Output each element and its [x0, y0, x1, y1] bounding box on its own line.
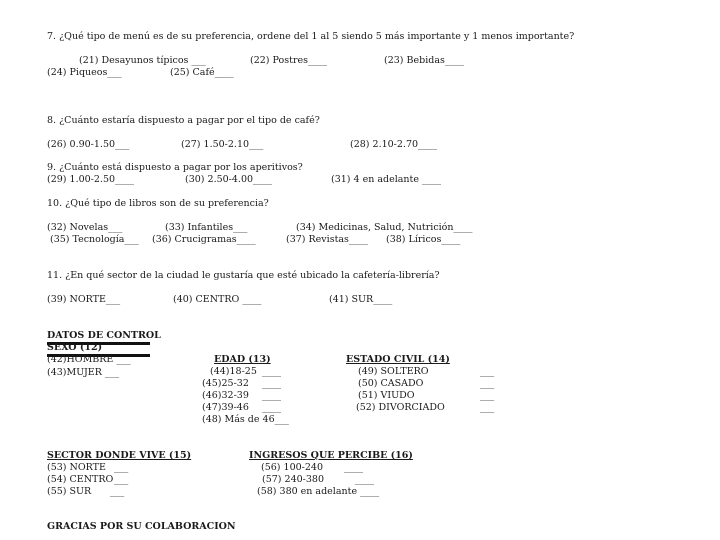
option-58: (58) 380 en adelante ____ [257, 486, 380, 497]
option-29: (29) 1.00-2.50____ [47, 174, 135, 185]
blank-56: ____ [344, 462, 363, 473]
option-38: (38) Líricos____ [386, 234, 461, 245]
sector-title: SECTOR DONDE VIVE (15) [47, 450, 192, 461]
q7-title: 7. ¿Qué tipo de menú es de su preferencia, ordene del 1 al 5 siendo 5 más importante y 1 menos importante? [47, 31, 575, 42]
sexo-title: SEXO (12) [47, 342, 103, 353]
blank-57: ____ [355, 474, 374, 485]
option-39: (39) NORTE___ [47, 294, 121, 305]
option-40: (40) CENTRO ____ [173, 294, 262, 305]
option-26: (26) 0.90-1.50___ [47, 139, 130, 150]
option-36: (36) Crucigramas____ [152, 234, 256, 245]
blank-50: ___ [480, 378, 495, 389]
option-46: (46)32-39 [202, 390, 249, 401]
option-55: (55) SUR [47, 486, 92, 497]
blank-54: ___ [114, 474, 129, 485]
option-24: (24) Piqueos___ [47, 67, 122, 78]
option-23: (23) Bebidas____ [384, 55, 464, 66]
option-43: (43)MUJER ___ [47, 367, 120, 378]
blank-52: ___ [480, 402, 495, 413]
option-57: (57) 240-380 [262, 474, 324, 485]
option-51: (51) VIUDO [358, 390, 415, 401]
blank-44: ____ [262, 366, 281, 377]
option-45: (45)25-32 [202, 378, 249, 389]
blank-51: ___ [480, 390, 495, 401]
option-32: (32) Novelas___ [47, 222, 123, 233]
option-49: (49) SOLTERO [358, 366, 429, 377]
option-30: (30) 2.50-4.00____ [185, 174, 273, 185]
option-42: (42)HOMBRE ___ [47, 354, 131, 365]
blank-49: ___ [480, 366, 495, 377]
thanks-footer: GRACIAS POR SU COLABORACION [47, 521, 236, 532]
q11-title: 11. ¿En qué sector de la ciudad le gustaría que esté ubicado la cafetería-librería? [47, 270, 440, 281]
option-28: (28) 2.10-2.70____ [350, 139, 438, 150]
blank-45: ____ [262, 378, 281, 389]
q10-title: 10. ¿Qué tipo de libros son de su preferencia? [47, 198, 269, 209]
option-44: (44)18-25 [210, 366, 257, 377]
option-33: (33) Infantiles___ [165, 222, 248, 233]
option-56: (56) 100-240 [261, 462, 323, 473]
option-47: (47)39-46 [202, 402, 249, 413]
blank-46: ____ [262, 390, 281, 401]
option-21: (21) Desayunos típicos ___ [79, 55, 206, 66]
option-48: (48) Más de 46___ [202, 414, 289, 425]
edad-title: EDAD (13) [214, 354, 271, 365]
option-35: (35) Tecnología___ [50, 234, 139, 245]
blank-55: ___ [110, 486, 125, 497]
option-53: (53) NORTE [47, 462, 106, 473]
blank-47: ____ [262, 402, 281, 413]
option-22: (22) Postres____ [250, 55, 327, 66]
option-52: (52) DIVORCIADO [356, 402, 445, 413]
control-title: DATOS DE CONTROL [47, 330, 161, 341]
option-27: (27) 1.50-2.10___ [181, 139, 264, 150]
ingresos-title: INGRESOS QUE PERCIBE (16) [249, 450, 413, 461]
option-50: (50) CASADO [358, 378, 424, 389]
option-41: (41) SUR____ [329, 294, 393, 305]
option-37: (37) Revistas____ [286, 234, 368, 245]
option-54: (54) CENTRO [47, 474, 114, 485]
option-34: (34) Medicinas, Salud, Nutrición____ [296, 222, 473, 233]
q8-title: 8. ¿Cuánto estaría dispuesto a pagar por el tipo de café? [47, 115, 320, 126]
q9-title: 9. ¿Cuánto está dispuesto a pagar por los aperitivos? [47, 162, 303, 173]
option-25: (25) Café____ [170, 67, 234, 78]
option-31: (31) 4 en adelante ____ [331, 174, 441, 185]
blank-53: ___ [114, 462, 129, 473]
estado-civil-title: ESTADO CIVIL (14) [346, 354, 450, 365]
